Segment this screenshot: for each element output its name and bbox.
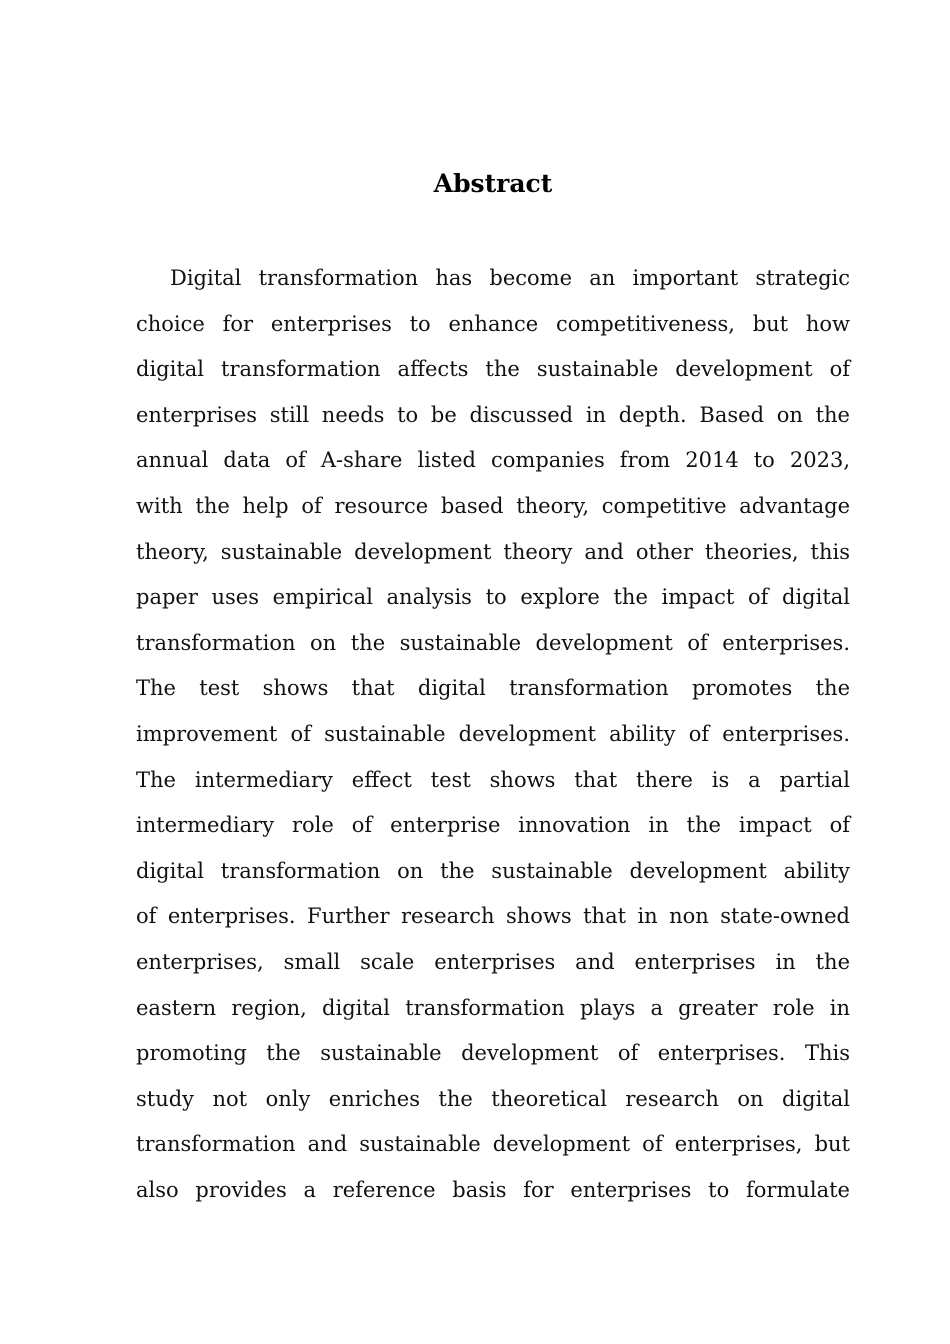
- abstract-line: The test shows that digital transformation promotes the: [136, 676, 850, 701]
- abstract-line: digital transformation affects the sustainable development of: [136, 357, 850, 382]
- abstract-line: enterprises, small scale enterprises and enterprises in the: [136, 949, 850, 974]
- abstract-line: eastern region, digital transformation plays a greater role in: [136, 995, 850, 1020]
- abstract-line: promoting the sustainable development of enterprises. This: [136, 1041, 850, 1066]
- abstract-line: digital transformation on the sustainable development ability: [136, 858, 850, 883]
- abstract-line: annual data of A-share listed companies from 2014 to 2023,: [136, 448, 850, 473]
- abstract-body: [136, 256, 850, 1213]
- abstract-title: Abstract: [433, 169, 553, 198]
- abstract-line: improvement of sustainable development ability of enterprises.: [136, 721, 850, 746]
- abstract-line: intermediary role of enterprise innovation in the impact of: [136, 813, 850, 838]
- abstract-line: choice for enterprises to enhance competitiveness, but how: [136, 311, 850, 336]
- abstract-line: also provides a reference basis for enterprises to formulate: [136, 1177, 850, 1202]
- abstract-line: theory, sustainable development theory and other theories, this: [136, 539, 850, 564]
- abstract-line: of enterprises. Further research shows that in non state-owned: [136, 904, 850, 929]
- abstract-line: transformation and sustainable development of enterprises, but: [136, 1132, 850, 1157]
- abstract-line: Digital transformation has become an important strategic: [170, 266, 850, 290]
- abstract-line: with the help of resource based theory, competitive advantage: [136, 493, 850, 518]
- abstract-line: transformation on the sustainable development of enterprises.: [136, 630, 850, 655]
- abstract-line: enterprises still needs to be discussed in depth. Based on the: [136, 402, 850, 427]
- abstract-line: paper uses empirical analysis to explore the impact of digital: [136, 585, 850, 610]
- abstract-line: study not only enriches the theoretical research on digital: [136, 1086, 850, 1111]
- abstract-line: The intermediary effect test shows that there is a partial: [136, 767, 850, 792]
